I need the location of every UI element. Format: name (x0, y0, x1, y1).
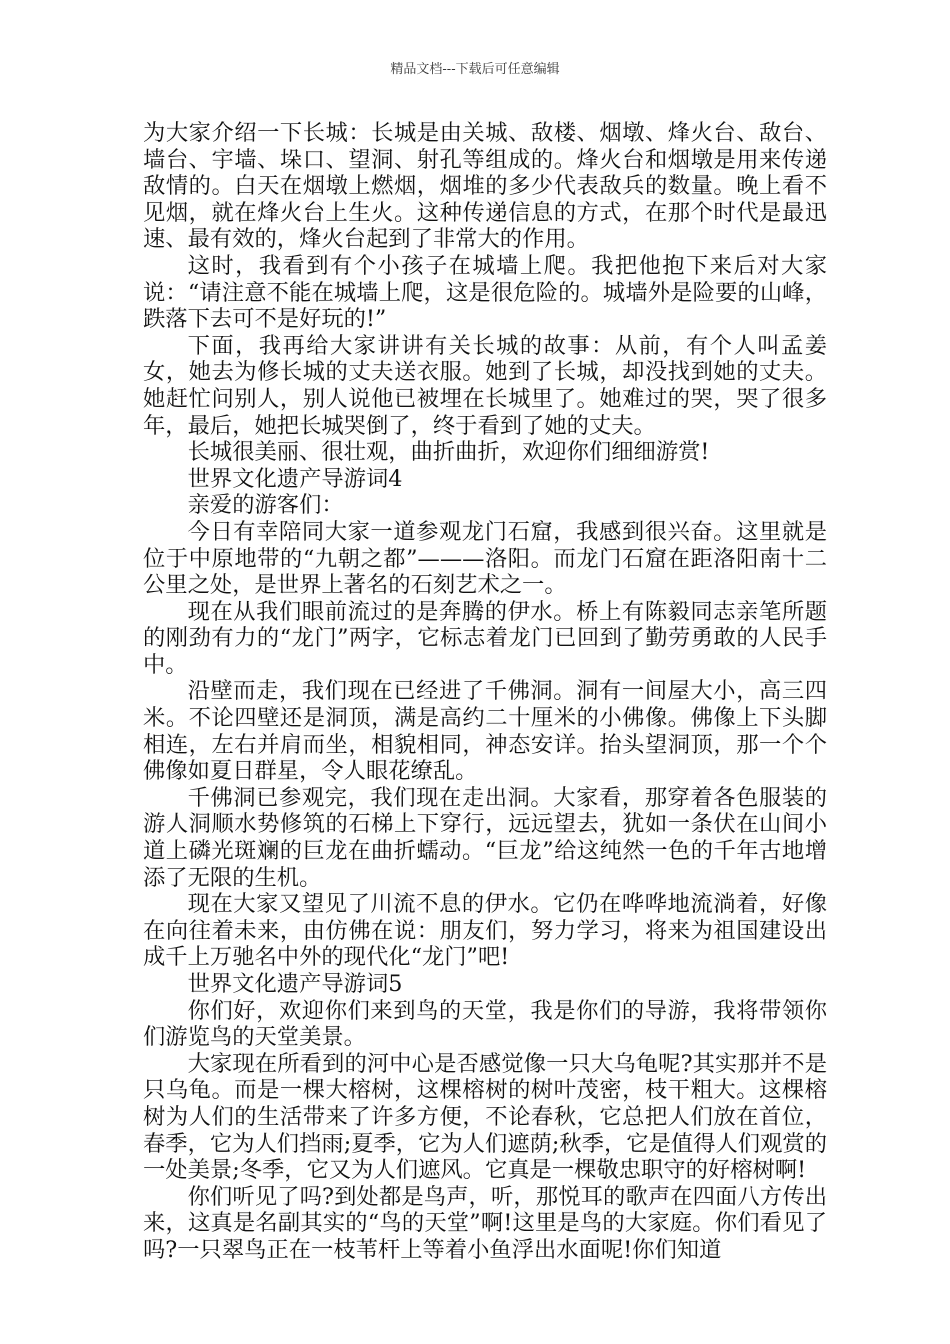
paragraph-bird-paradise-welcome: 你们好，欢迎你们来到鸟的天堂，我是你们的导游，我将带领你们游览鸟的天堂美景。 (143, 997, 827, 1051)
document-body (143, 120, 827, 1264)
paragraph-longmen-closing: 现在大家又望见了川流不息的伊水。它仍在哗哗地流淌着，好像在向往着未来，由仿佛在说：朋友们，努力学习，将来为祖国建设出成千上万驰名中外的现代化“龙门”吧! (143, 891, 827, 971)
paragraph-thousand-buddha-cave: 沿壁而走，我们现在已经进了千佛洞。洞有一间屋大小，高三四米。不论四壁还是洞顶，满是高约二十厘米的小佛像。佛像上下头脚相连，左右并肩而坐，相貌相同，神态安详。抬头望洞顶，那一个个佛像如夏日群星，令人眼花缭乱。 (143, 678, 827, 785)
paragraph-bird-sounds: 你们听见了吗?到处都是鸟声，听，那悦耳的歌声在四面八方传出来，这真是名副其实的“鸟的天堂”啊!这里是鸟的大家庭。你们看见了吗?一只翠鸟正在一枝苇杆上等着小鱼浮出水面呢!你们知道 (143, 1183, 827, 1263)
paragraph-longmen-intro: 今日有幸陪同大家一道参观龙门石窟，我感到很兴奋。这里就是位于中原地带的“九朝之都”———洛阳。而龙门石窟在距洛阳南十二公里之处，是世界上著名的石刻艺术之一。 (143, 518, 827, 599)
paragraph-greeting: 亲爱的游客们： (187, 492, 344, 519)
paragraph-great-wall-closing: 长城很美丽、很壮观，曲折曲折，欢迎你们细细游赏! (187, 439, 710, 466)
page-header: 精品文档---下载后可任意编辑 (390, 62, 560, 77)
paragraph-yi-river: 现在从我们眼前流过的是奔腾的伊水。桥上有陈毅同志亲笔所题的刚劲有力的“龙门”两字，它标志着龙门已回到了勤劳勇敢的人民手中。 (143, 598, 827, 678)
paragraph-giant-dragon: 千佛洞已参观完，我们现在走出洞。大家看，那穿着各色服装的游人洞顺水势修筑的石梯上下穿行，远远望去，犹如一条伏在山间小道上磷光斑斓的巨龙在曲折蠕动。“巨龙”给这纯然一色的千年古地增添了无限的生机。 (143, 784, 827, 891)
paragraph-child-climbing: 这时，我看到有个小孩子在城墙上爬。我把他抱下来后对大家说：“请注意不能在城墙上爬，这是很危险的。城墙外是险要的山峰，跌落下去可不是好玩的!” (143, 252, 827, 333)
paragraph-banyan-tree: 大家现在所看到的河中心是否感觉像一只大乌龟呢?其实那并不是只乌龟。而是一棵大榕树，这棵榕树的树叶茂密，枝干粗大。这棵榕树为人们的生活带来了许多方便，不论春秋，它总把人们放在首位，春季，它为人们挡雨;夏季，它为人们遮荫;秋季，它是值得人们观赏的一处美景;冬季，它又为人们遮风。它真是一棵敬忠职守的好榕树啊! (143, 1050, 827, 1184)
paragraph-great-wall-structure: 为大家介绍一下长城：长城是由关城、敌楼、烟墩、烽火台、敌台、墙台、宇墙、垛口、望洞、射孔等组成的。烽火台和烟墩是用来传递敌情的。白天在烟墩上燃烟，烟堆的多少代表敌兵的数量。晚上看不见烟，就在烽火台上生火。这种传递信息的方式，在那个时代是最迅速、最有效的，烽火台起到了非常大的作用。 (143, 120, 827, 253)
section-heading-4: 世界文化遗产导游词4 (187, 465, 403, 492)
paragraph-meng-jiangnv: 下面，我再给大家讲讲有关长城的故事：从前，有个人叫孟姜女，她去为修长城的丈夫送衣服。她到了长城，却没找到她的丈夫。她赶忙问别人，别人说他已被埋在长城里了。她难过的哭，哭了很多年，最后，她把长城哭倒了，终于看到了她的丈夫。 (143, 332, 827, 439)
section-heading-5: 世界文化遗产导游词5 (187, 971, 403, 997)
